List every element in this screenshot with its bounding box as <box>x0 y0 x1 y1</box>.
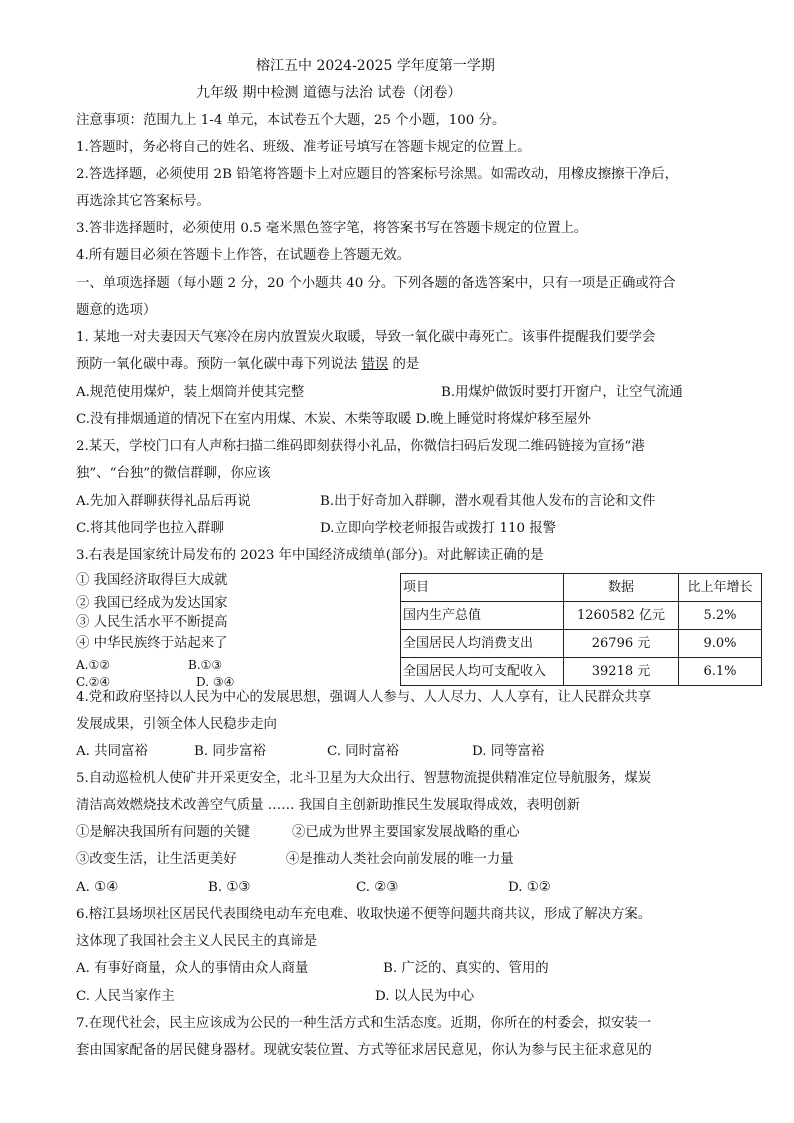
q3-option-b: B.①③ <box>188 658 223 672</box>
table-row <box>401 658 762 686</box>
q2-stem: 2.某天，学校门口有人声称扫描二维码即刻获得小礼品，你微信扫码后发现二维码链接为宣扬“港 <box>76 439 645 454</box>
q3-option-a: A.①② <box>76 658 110 672</box>
q6-option-d: D. 以人民为中心 <box>375 989 475 1004</box>
q4-option-d: D. 同等富裕 <box>472 744 545 759</box>
q5-statement-1: ①是解决我国所有问题的关键 <box>76 825 251 840</box>
q1-stem-cont <box>76 351 419 378</box>
q5-statement-3: ③改变生活，让生活更美好 <box>76 852 237 867</box>
q1-stem-emphasis: 错误 <box>361 357 389 372</box>
q3-option-c: C.②④ <box>76 675 111 689</box>
q5-statement-4: ④是推动人类社会向前发展的唯一力量 <box>286 852 514 867</box>
q1-option-a: A.规范使用煤炉，装上烟筒并使其完整 <box>76 385 305 400</box>
q7-stem-cont: 套由国家配备的居民健身器材。现就安装位置、方式等征求居民意见，你认为参与民主征求意见的 <box>76 1043 652 1058</box>
q1-option-cd: C.没有排烟通道的情况下在室内用煤、木炭、木柴等取暖 D.晚上睡觉时将煤炉移至屋外 <box>76 412 591 427</box>
table-header-row <box>401 574 762 602</box>
section-heading-cont: 题意的选项） <box>76 303 157 318</box>
exam-title: 榕江五中 2024-2025 学年度第一学期 <box>256 58 495 74</box>
q5-option-b: B. ①③ <box>208 880 251 895</box>
notice-intro: 注意事项：范围九上 1-4 单元，本试卷五个大题，25 个小题，100 分。 <box>76 113 506 128</box>
q3-statement-3: ③ 人民生活水平不断提高 <box>76 615 228 630</box>
q2-option-a: A.先加入群聊获得礼品后再说 <box>76 494 251 509</box>
table-cell: 全国居民人均可支配收入 <box>401 658 564 686</box>
q4-stem-cont: 发展成果，引领全体人民稳步走向 <box>76 717 277 732</box>
table-cell: 全国居民人均消费支出 <box>401 630 564 658</box>
q5-option-a: A. ①④ <box>76 880 119 895</box>
q4-option-a: A. 共同富裕 <box>76 744 148 759</box>
q5-option-d: D. ①② <box>508 880 551 895</box>
table-row <box>401 602 762 630</box>
q3-statement-1: ① 我国经济取得巨大成就 <box>76 573 228 588</box>
notice-item-1: 1.答题时，务必将自己的姓名、班级、准考证号填写在答题卡规定的位置上。 <box>76 140 531 155</box>
q6-stem-cont: 这体现了我国社会主义人民民主的真谛是 <box>76 934 318 949</box>
q5-stem-cont: 清洁高效燃烧技术改善空气质量 …… 我国自主创新助推民生发展取得成效，表明创新 <box>76 798 580 813</box>
table-cell: 1260582 亿元 <box>564 602 679 630</box>
table-header: 比上年增长 <box>679 574 762 602</box>
table-cell: 6.1% <box>679 658 762 686</box>
table-cell: 国内生产总值 <box>401 602 564 630</box>
table-cell: 5.2% <box>679 602 762 630</box>
q5-statement-2: ②已成为世界主要国家发展战略的重心 <box>292 825 520 840</box>
exam-subtitle: 九年级 期中检测 道德与法治 试卷（闭卷） <box>196 85 462 101</box>
q2-stem-cont: 独”、“台独”的微信群聊，你应该 <box>76 466 271 481</box>
q1-stem-end: 的是 <box>392 357 420 372</box>
q3-statement-4: ④ 中华民族终于站起来了 <box>76 636 228 651</box>
table-cell: 39218 元 <box>564 658 679 686</box>
q6-option-a: A. 有事好商量，众人的事情由众人商量 <box>76 961 309 976</box>
q6-stem: 6.榕江县场坝社区居民代表围绕电动车充电难、收取快递不便等问题共商共议，形成了解决方案。 <box>76 907 652 922</box>
q4-stem: 4.党和政府坚持以人民为中心的发展思想，强调人人参与、人人尽力、人人享有，让人民群众共享 <box>76 690 652 705</box>
table-cell: 26796 元 <box>564 630 679 658</box>
q5-stem: 5.自动巡检机人使矿井开采更安全，北斗卫星为大众出行、智慧物流提供精准定位导航服务，煤炭 <box>76 771 652 786</box>
notice-item-2: 2.答选择题，必须使用 2B 铅笔将答题卡上对应题目的答案标号涂黑。如需改动，用橡皮擦擦干净后， <box>76 167 679 182</box>
q6-option-c: C. 人民当家作主 <box>76 989 175 1004</box>
q3-stem: 3.右表是国家统计局发布的 2023 年中国经济成绩单(部分)。对此解读正确的是 <box>76 548 544 563</box>
table-header: 项目 <box>401 574 564 602</box>
economic-stats-table <box>400 573 762 686</box>
q6-option-b: B. 广泛的、真实的、管用的 <box>383 961 549 976</box>
table-cell: 9.0% <box>679 630 762 658</box>
q5-option-c: C. ②③ <box>356 880 399 895</box>
q7-stem: 7.在现代社会，民主应该成为公民的一种生活方式和生活态度。近期，你所在的村委会，拟安装一 <box>76 1016 652 1031</box>
q2-option-d: D.立即向学校老师报告或拨打 110 报警 <box>320 521 557 536</box>
q1-stem: 1. 某地一对夫妻因天气寒冷在房内放置炭火取暖，导致一氧化碳中毒死亡。该事件提醒我们要学会 <box>76 330 656 345</box>
notice-item-3: 3.答非选择题时，必须使用 0.5 毫米黑色签字笔，将答案书写在答题卡规定的位置上。 <box>76 221 588 236</box>
q3-statement-2: ② 我国已经成为发达国家 <box>76 596 228 611</box>
q2-option-b: B.出于好奇加入群聊，潜水观看其他人发布的言论和文件 <box>320 494 656 509</box>
q2-option-c: C.将其他同学也拉入群聊 <box>76 521 224 536</box>
section-heading: 一、单项选择题（每小题 2 分，20 个小题共 40 分。下列各题的备选答案中，只有一项是正确或符合 <box>76 276 676 291</box>
q4-option-c: C. 同时富裕 <box>327 744 399 759</box>
q4-option-b: B. 同步富裕 <box>194 744 266 759</box>
q3-option-d: D. ③④ <box>196 675 235 689</box>
notice-item-4: 4.所有题目必须在答题卡上作答，在试题卷上答题无效。 <box>76 248 411 263</box>
q1-option-b: B.用煤炉做饭时要打开窗户，让空气流通 <box>441 385 683 400</box>
table-header: 数据 <box>564 574 679 602</box>
q1-stem-text: 预防一氧化碳中毒。预防一氧化碳中毒下列说法 <box>76 357 358 372</box>
table-row <box>401 630 762 658</box>
notice-item-2-cont: 再选涂其它答案标号。 <box>76 194 210 209</box>
